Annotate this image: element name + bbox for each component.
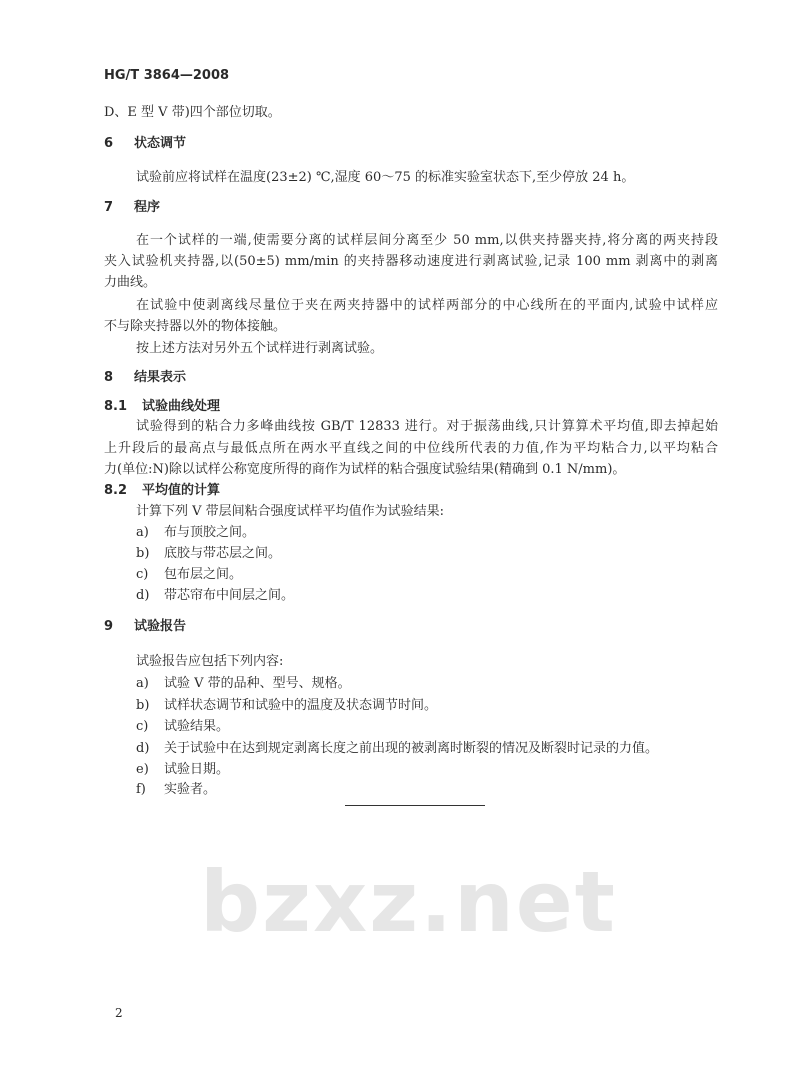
para-line: 试验报告应包括下列内容: [136,654,284,669]
continuation-text: D、E 型 V 带)四个部位切取。 [104,105,281,120]
para-line: 不与除夹持器以外的物体接触。 [104,319,287,334]
section-number: 7 [104,200,114,215]
list-item [136,741,658,757]
para-line: 在一个试样的一端,使需要分离的试样层间分离至少 50 mm,以供夹持器夹持,将分离的两夹持段 [136,233,718,248]
section-6-para: 试验前应将试样在温度(23±2) ℃,湿度 60～75 的标准实验室状态下,至少停放 24 h。 [136,170,635,185]
page-number: 2 [115,1006,123,1020]
list-item [136,588,294,604]
section-number: 6 [104,136,114,151]
list-item [136,719,229,735]
end-rule [345,805,485,806]
list-label: a) [136,676,149,691]
section-title: 试验报告 [134,619,187,634]
list-label: d) [136,588,150,603]
list-item [136,698,437,714]
section-8-heading [104,370,186,386]
list-item [136,676,351,692]
list-label: c) [136,719,149,734]
list-label: b) [136,698,150,713]
list-item [136,546,281,562]
list-text: 底胶与带芯层之间。 [164,546,282,561]
para-line: 力(单位:N)除以试样公称宽度所得的商作为试样的粘合强度试验结果(精确到 0.1 N/mm)。 [104,462,626,477]
list-text: 试验日期。 [164,762,230,777]
list-text: 试样状态调节和试验中的温度及状态调节时间。 [164,698,438,713]
list-label: e) [136,762,149,777]
section-8-1-heading [104,399,220,415]
list-text: 试验结果。 [164,719,230,734]
section-title: 平均值的计算 [142,483,221,498]
section-8-2-heading [104,483,220,499]
list-item [136,567,242,583]
section-9-heading [104,619,186,635]
para-line: 上升段后的最高点与最低点所在两水平直线之间的中位线所代表的力值,作为平均粘合力,以平均粘合 [104,441,718,456]
list-label: f) [136,782,146,797]
list-text: 带芯帘布中间层之间。 [164,588,295,603]
section-6-heading [104,136,186,152]
standard-number: HG/T 3864—2008 [104,68,230,83]
section-title: 结果表示 [134,370,187,385]
para-line: 夹入试验机夹持器,以(50±5) mm/min 的夹持器移动速度进行剥离试验,记录 100 mm 剥离中的剥离 [104,254,718,269]
para-line: 试验得到的粘合力多峰曲线按 GB/T 12833 进行。对于振荡曲线,只计算算术平均值,即去掉起始 [136,419,718,434]
list-text: 试验 V 带的品种、型号、规格。 [164,676,351,691]
list-label: c) [136,567,149,582]
list-label: d) [136,741,150,756]
section-number: 8 [104,370,114,385]
section-7-heading [104,200,160,216]
para-line: 按上述方法对另外五个试样进行剥离试验。 [136,341,384,356]
para-line: 力曲线。 [104,275,157,290]
section-number: 8.2 [104,483,128,498]
list-label: b) [136,546,150,561]
section-title: 状态调节 [134,136,187,151]
list-item [136,525,255,541]
list-text: 布与顶胶之间。 [164,525,256,540]
list-label: a) [136,525,149,540]
section-title: 程序 [134,200,161,215]
section-title: 试验曲线处理 [142,399,221,414]
watermark: bzxz.net [200,853,617,951]
section-number: 8.1 [104,399,128,414]
section-number: 9 [104,619,114,634]
para-line: 在试验中使剥离线尽量位于夹在两夹持器中的试样两部分的中心线所在的平面内,试验中试样应 [136,298,718,313]
list-text: 关于试验中在达到规定剥离长度之前出现的被剥离时断裂的情况及断裂时记录的力值。 [164,741,659,756]
list-text: 包布层之间。 [164,567,243,582]
list-item [136,782,216,798]
para-line: 计算下列 V 带层间粘合强度试样平均值作为试验结果: [136,504,445,519]
list-item [136,762,229,778]
list-text: 实验者。 [164,782,217,797]
